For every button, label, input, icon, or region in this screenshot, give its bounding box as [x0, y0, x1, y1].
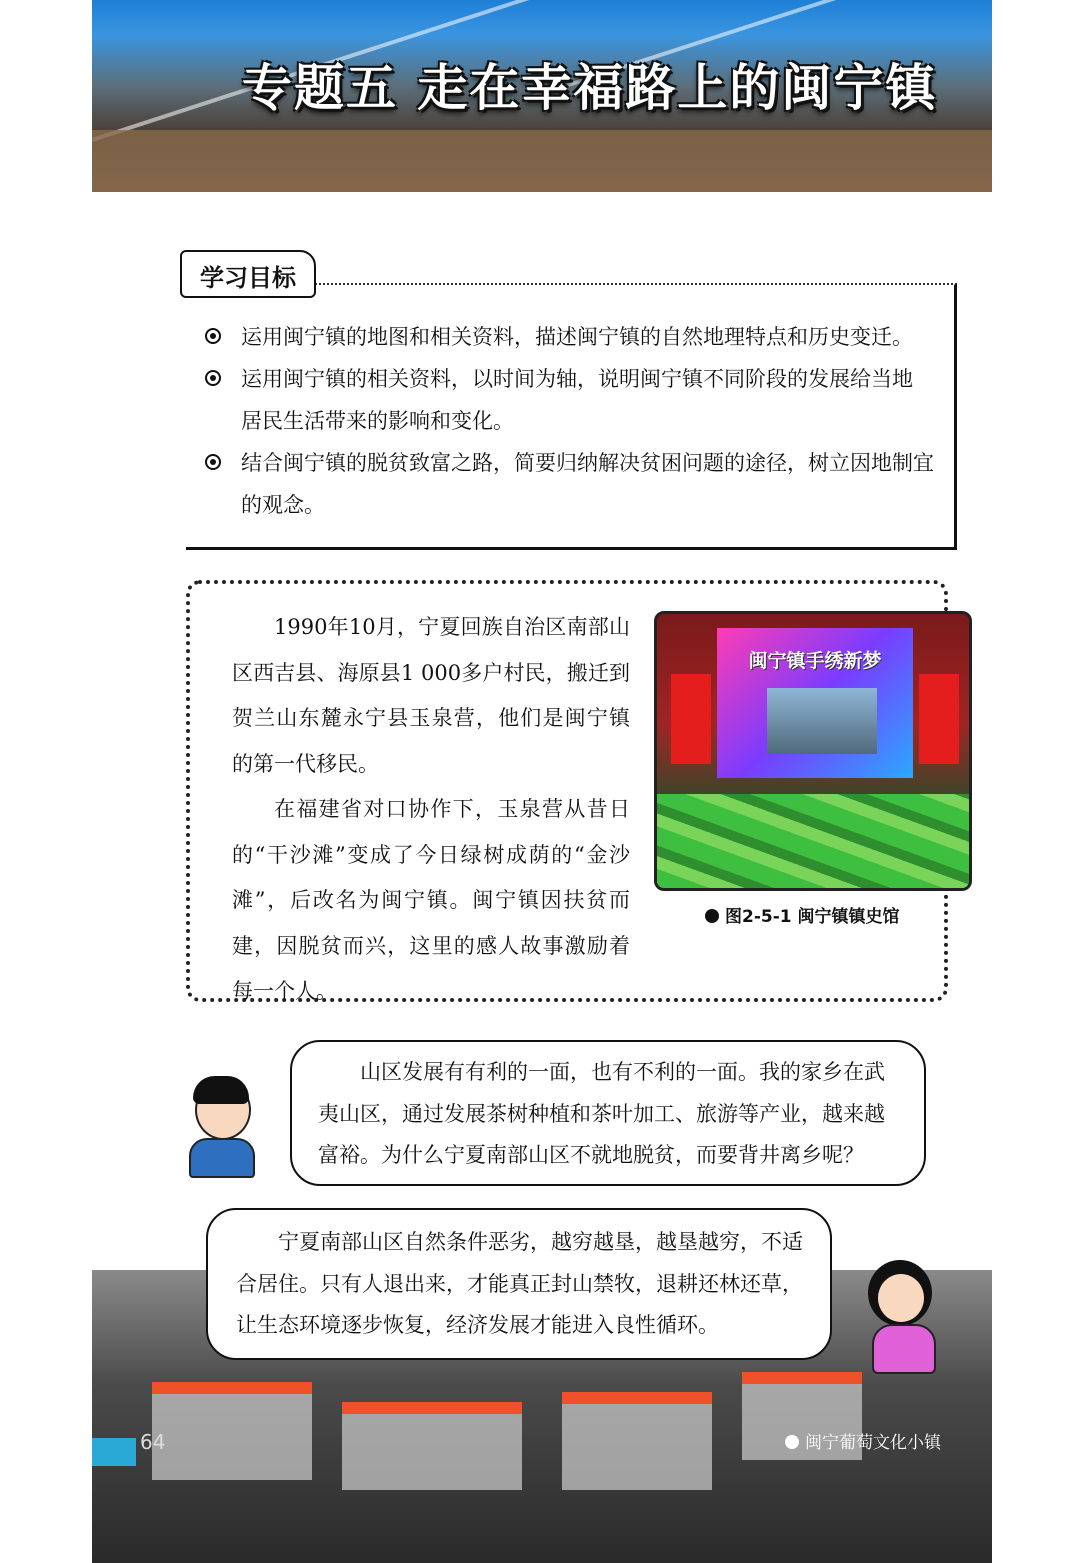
story-paragraph: 在福建省对口协作下，玉泉营从昔日的“干沙滩”变成了今日绿树成荫的“金沙滩”，后改名为闽宁镇。闽宁镇因扶贫而建，因脱贫而兴，这里的感人故事激励着每一个人。 — [232, 797, 630, 1003]
boy-speech-text: 山区发展有有利的一面，也有不利的一面。我的家乡在武夷山区，通过发展茶树种植和茶叶加工、旅游等产业，越来越富裕。为什么宁夏南部山区不就地脱贫，而要背井离乡呢？ — [318, 1060, 885, 1167]
objectives-tag-label: 学习目标 — [200, 264, 296, 292]
objective-text: 运用闽宁镇的地图和相关资料，描述闽宁镇的自然地理特点和历史变迁。 — [241, 325, 913, 349]
objective-text: 结合闽宁镇的脱贫致富之路，简要归纳解决贫困问题的途径，树立因地制宜 — [241, 451, 934, 475]
page-title: 专题五 走在幸福路上的闽宁镇 — [242, 59, 938, 117]
museum-photo — [654, 611, 972, 891]
bullet-icon — [205, 328, 221, 344]
figure-caption-text: 图2-5-1 闽宁镇镇史馆 — [725, 907, 900, 927]
camera-icon — [785, 1435, 799, 1449]
bottom-photo-caption — [785, 1428, 941, 1453]
story-paragraph: 1990年10月，宁夏回族自治区南部山区西吉县、海原县1 000多户村民，搬迁到贺兰山东麓永宁县玉泉营，他们是闽宁镇的第一代移民。 — [232, 615, 630, 776]
bullet-icon — [205, 370, 221, 386]
story-text — [232, 605, 630, 1015]
objective-text: 居民生活带来的影响和变化。 — [241, 409, 514, 433]
exhibit-screen — [717, 628, 913, 778]
page-number-tab — [92, 1438, 136, 1466]
girl-avatar — [862, 1260, 942, 1375]
figure-caption — [705, 902, 900, 927]
header-banner — [92, 0, 992, 192]
objective-text: 的观念。 — [241, 493, 325, 517]
objective-item — [205, 358, 935, 442]
bullet-icon — [205, 454, 221, 470]
camera-icon — [705, 909, 719, 923]
bottom-photo-caption-text: 闽宁葡萄文化小镇 — [805, 1433, 941, 1453]
objective-item — [205, 316, 935, 358]
objectives-tag — [180, 250, 316, 298]
girl-speech-text: 宁夏南部山区自然条件恶劣，越穷越垦，越垦越穷，不适合居住。只有人退出来，才能真正封山禁牧，退耕还林还草，让生态环境逐步恢复，经济发展才能进入良性循环。 — [236, 1230, 803, 1337]
boy-avatar — [187, 1080, 253, 1180]
objective-item — [205, 442, 935, 526]
exhibit-screen-title: 闽宁镇手绣新梦 — [748, 650, 882, 672]
objective-text: 运用闽宁镇的相关资料，以时间为轴，说明闽宁镇不同阶段的发展给当地 — [241, 367, 913, 391]
page-number: 64 — [140, 1430, 166, 1454]
